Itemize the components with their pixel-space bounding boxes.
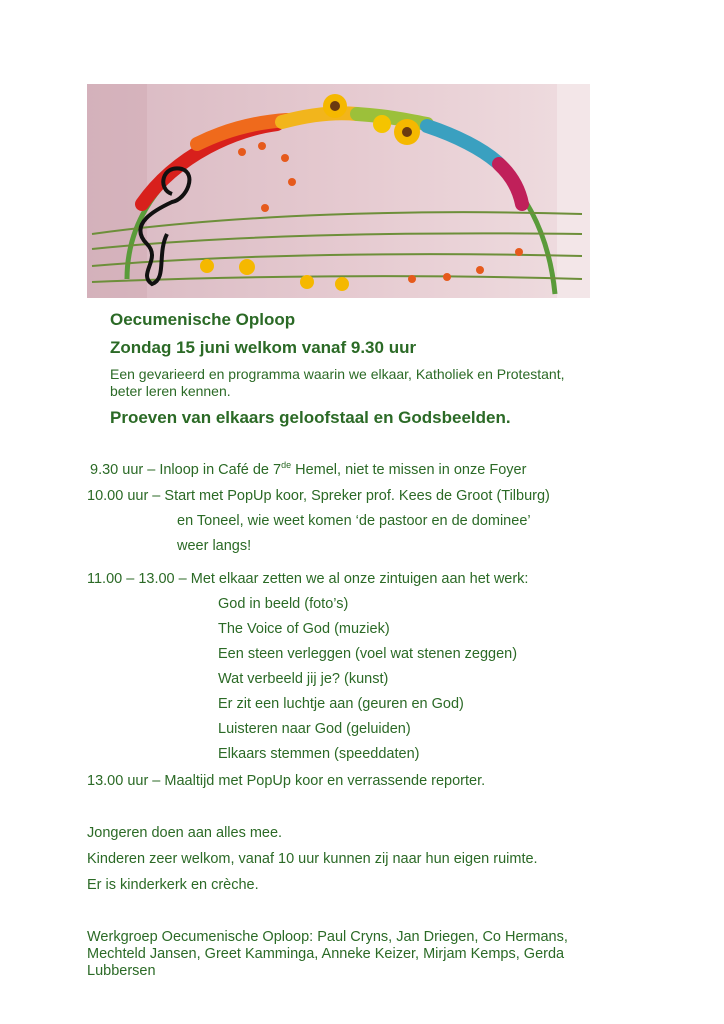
program-inloop <box>90 462 526 478</box>
sense-item: Wat verbeeld jij je? (kunst) <box>218 671 389 687</box>
event-intro: Een gevarieerd en programma waarin we elkaar, Katholiek en Protestant, beter leren kennen. <box>110 366 565 399</box>
flower-arch-photo <box>87 84 590 298</box>
event-tagline: Proeven van elkaars geloofstaal en Godsbeelden. <box>110 408 511 427</box>
sense-item: Luisteren naar God (geluiden) <box>218 721 411 737</box>
program-inloop-sup: de <box>281 460 292 471</box>
program-start-line-3: weer langs! <box>177 538 252 554</box>
program-meal: 13.00 uur – Maaltijd met PopUp koor en verrassende reporter. <box>87 773 486 789</box>
event-date: Zondag 15 juni welkom vanaf 9.30 uur <box>110 338 417 357</box>
note-creche: Er is kinderkerk en crèche. <box>87 877 259 893</box>
sense-item: The Voice of God (muziek) <box>218 621 390 637</box>
sense-item: Elkaars stemmen (speeddaten) <box>218 746 420 762</box>
sense-item: Een steen verleggen (voel wat stenen zeggen) <box>218 646 518 662</box>
flower-arch-illustration <box>87 84 590 298</box>
program-inloop-text: 9.30 uur – Inloop in Café de 7 <box>90 462 282 478</box>
sense-item: Er zit een luchtje aan (geuren en God) <box>218 696 464 712</box>
program-start-line-2: en Toneel, wie weet komen ‘de pastoor en de dominee’ <box>177 513 531 529</box>
workgroup-credits: Werkgroep Oecumenische Oploop: Paul Cryns, Jan Driegen, Co Hermans, Mechteld Jansen, Greet Kamminga, Anneke Keizer, Mirjam Kemps, Gerda Lubbersen <box>87 929 568 979</box>
program-start-line-1: 10.00 uur – Start met PopUp koor, Spreker prof. Kees de Groot (Tilburg) <box>87 488 550 504</box>
event-title: Oecumenische Oploop <box>110 310 296 329</box>
program-senses-intro: 11.00 – 13.00 – Met elkaar zetten we al onze zintuigen aan het werk: <box>87 571 529 587</box>
program-inloop-text-after: Hemel, niet te missen in onze Foyer <box>291 462 527 478</box>
sense-item: God in beeld (foto’s) <box>218 596 349 612</box>
note-children: Kinderen zeer welkom, vanaf 10 uur kunnen zij naar hun eigen ruimte. <box>87 851 538 867</box>
note-youth: Jongeren doen aan alles mee. <box>87 825 283 841</box>
